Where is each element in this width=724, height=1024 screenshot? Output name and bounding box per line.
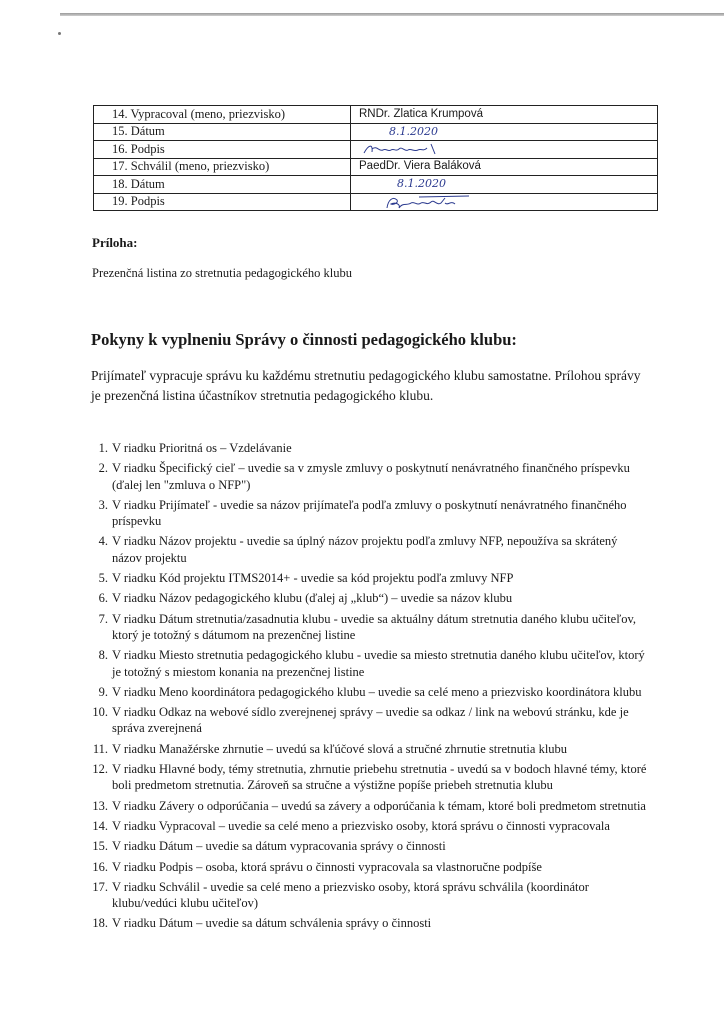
item-number: 4. xyxy=(98,534,108,549)
instructions-intro: Prijímateľ vypracuje správu ku každému stretnutiu pedagogického klubu samostatne. Prílohou správy je prezenčná listina účastníkov stretnutia pedagogického klubu. xyxy=(91,368,641,403)
row-value: PaedDr. Viera Baláková xyxy=(351,158,658,176)
row-label: 14. Vypracoval (meno, priezvisko) xyxy=(94,106,351,124)
list-item xyxy=(88,838,648,854)
item-number: 3. xyxy=(98,497,108,512)
list-item xyxy=(88,761,648,794)
row-label: 16. Podpis xyxy=(94,141,351,159)
list-item xyxy=(88,440,648,456)
row-value: RNDr. Zlatica Krumpová xyxy=(351,106,658,124)
signature-table xyxy=(93,105,658,211)
row-label: 18. Dátum xyxy=(94,176,351,194)
item-number: 14. xyxy=(92,818,108,833)
item-text: V riadku Dátum – uvedie sa dátum schválenia správy o činnosti xyxy=(112,916,432,931)
item-number: 5. xyxy=(98,571,108,586)
table-row xyxy=(94,123,658,141)
list-item xyxy=(88,741,648,757)
priloha-text: Prezenčná listina zo stretnutia pedagogického klubu xyxy=(92,266,352,280)
item-number: 15. xyxy=(92,839,108,854)
item-text: V riadku Miesto stretnutia pedagogického klubu - uvedie sa miesto stretnutia daného klubu učiteľov, ktorý je totožný s miestom konania na prezenčnej listine xyxy=(112,648,645,679)
item-text: V riadku Závery o odporúčania – uvedú sa závery a odporúčania k témam, ktoré boli predmetom stretnutia xyxy=(112,798,646,813)
item-text: V riadku Dátum stretnutia/zasadnutia klubu - uvedie sa aktuálny dátum stretnutia daného klubu učiteľov, ktorý je totožný s dátumom na prezenčnej listine xyxy=(112,611,637,642)
signature-krumpova xyxy=(361,142,461,156)
handwritten-date: 8.1.2020 xyxy=(351,123,658,141)
item-number: 7. xyxy=(98,611,108,626)
list-item xyxy=(88,798,648,814)
item-text: V riadku Podpis – osoba, ktorá správu o činnosti vypracovala sa vlastnoručne podpíše xyxy=(112,859,542,874)
list-item xyxy=(88,570,648,586)
scan-speck xyxy=(58,32,61,35)
item-text: V riadku Odkaz na webové sídlo zverejnenej správy – uvedie sa odkaz / link na webovú stránku, kde je správa zverejnená xyxy=(112,705,629,736)
table-row xyxy=(94,158,658,176)
row-label: 19. Podpis xyxy=(94,193,351,211)
list-item xyxy=(88,497,648,530)
list-item xyxy=(88,818,648,834)
item-number: 11. xyxy=(92,741,108,756)
item-text: V riadku Názov pedagogického klubu (ďalej aj „klub“) – uvedie sa názov klubu xyxy=(112,591,513,606)
list-item xyxy=(88,611,648,644)
item-text: V riadku Prioritná os – Vzdelávanie xyxy=(112,441,292,455)
item-number: 1. xyxy=(98,441,108,455)
item-text: V riadku Prijímateľ - uvedie sa názov prijímateľa podľa zmluvy o poskytnutí nenávratného finančného príspevku xyxy=(112,497,627,529)
item-number: 2. xyxy=(98,461,108,476)
handwritten-signature xyxy=(351,193,658,211)
item-text: V riadku Špecifický cieľ – uvedie sa v zmysle zmluvy o poskytnutí nenávratného finančného príspevku (ďalej len "zmluva o NFP") xyxy=(112,461,630,492)
item-text: V riadku Názov projektu - uvedie sa úplný názov projektu podľa zmluvy NFP, nepoužíva sa skrátený názov projektu xyxy=(112,534,618,565)
item-text: V riadku Hlavné body, témy stretnutia, zhrnutie priebehu stretnutia - uvedú sa v bodoch hlavné témy, ktoré boli predmetom stretnutia. Zároveň sa stručne a výstižne popíše priebeh stretnutia klubu xyxy=(112,762,647,793)
item-number: 10. xyxy=(92,705,108,720)
list-item xyxy=(88,590,648,606)
item-number: 13. xyxy=(92,798,108,813)
table-row xyxy=(94,141,658,159)
list-item xyxy=(88,859,648,875)
list-item xyxy=(88,704,648,737)
item-text: V riadku Meno koordinátora pedagogického klubu – uvedie sa celé meno a priezvisko koordinátora klubu xyxy=(112,684,642,699)
table-row xyxy=(94,193,658,211)
handwritten-date: 8.1.2020 xyxy=(351,176,658,194)
table-row xyxy=(94,106,658,124)
row-label: 15. Dátum xyxy=(94,123,351,141)
row-label: 17. Schválil (meno, priezvisko) xyxy=(94,158,351,176)
instructions-list xyxy=(88,440,648,936)
item-number: 18. xyxy=(92,916,108,931)
list-item xyxy=(88,533,648,566)
list-item xyxy=(88,647,648,680)
item-text: V riadku Dátum – uvedie sa dátum vypracovania správy o činnosti xyxy=(112,839,446,854)
scan-edge-line xyxy=(60,13,724,16)
instructions-title: Pokyny k vyplneniu Správy o činnosti pedagogického klubu: xyxy=(91,330,517,349)
list-item xyxy=(88,879,648,912)
list-item xyxy=(88,460,648,493)
item-text: V riadku Schválil - uvedie sa celé meno a priezvisko osoby, ktorá správu schválila (koordinátor klubu/vedúci klubu učiteľov) xyxy=(112,879,589,911)
list-item xyxy=(88,915,648,931)
item-text: V riadku Vypracoval – uvedie sa celé meno a priezvisko osoby, ktorá správu o činnosti vypracovala xyxy=(112,818,610,833)
priloha-heading: Príloha: xyxy=(92,235,138,250)
item-number: 16. xyxy=(92,859,108,874)
item-number: 17. xyxy=(92,879,108,894)
handwritten-signature xyxy=(351,141,658,159)
item-number: 12. xyxy=(92,762,108,777)
item-text: V riadku Manažérske zhrnutie – uvedú sa kľúčové slová a stručné zhrnutie stretnutia klubu xyxy=(112,741,568,756)
item-text: V riadku Kód projektu ITMS2014+ - uvedie sa kód projektu podľa zmluvy NFP xyxy=(112,571,514,586)
item-number: 8. xyxy=(98,648,108,663)
table-row xyxy=(94,176,658,194)
item-number: 9. xyxy=(98,684,108,699)
list-item xyxy=(88,684,648,700)
item-number: 6. xyxy=(98,591,108,606)
signature-balakova xyxy=(379,194,509,210)
